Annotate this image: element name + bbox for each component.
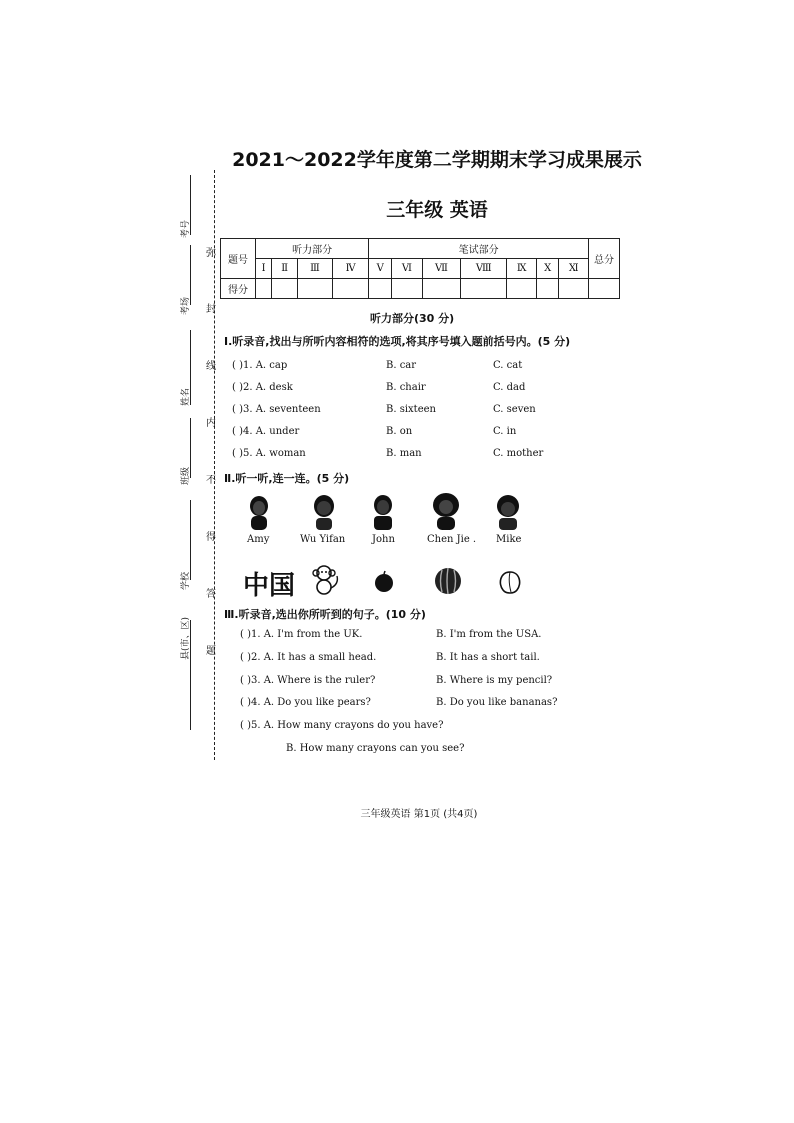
exam-subtitle: 三年级 英语 bbox=[386, 199, 488, 221]
margin-label-class: 班级 bbox=[181, 466, 191, 485]
section1-q1-a: ( )1. A. cap bbox=[232, 360, 288, 371]
score-cell[interactable] bbox=[297, 279, 332, 299]
section3-q3-b: B. Where is my pencil? bbox=[436, 675, 553, 686]
score-cell[interactable] bbox=[392, 279, 423, 299]
score-table-col: Ⅵ bbox=[392, 259, 423, 279]
score-table-col: Ⅶ bbox=[422, 259, 460, 279]
person-name-wu-yifan: Wu Yifan bbox=[300, 534, 346, 545]
girl-avatar-icon bbox=[246, 494, 272, 532]
score-table-col: Ⅸ bbox=[507, 259, 536, 279]
section1-q4-c: C. in bbox=[493, 426, 517, 437]
score-table-col: Ⅺ bbox=[559, 259, 589, 279]
section1-q3-c: C. seven bbox=[493, 404, 536, 415]
china-text: 中国 bbox=[243, 571, 296, 601]
boy-avatar-icon bbox=[370, 494, 396, 532]
section3-q1-a: ( )1. A. I'm from the UK. bbox=[240, 629, 363, 640]
margin-label-county: 县(市、区) bbox=[181, 616, 191, 660]
score-table-col: Ⅹ bbox=[536, 259, 558, 279]
section1-q5-a: ( )5. A. woman bbox=[232, 448, 306, 459]
page-footer: 三年级英语 第1页 (共4页) bbox=[360, 809, 478, 820]
section1-q2-b: B. chair bbox=[386, 382, 426, 393]
score-cell[interactable] bbox=[333, 279, 369, 299]
margin-line bbox=[190, 500, 191, 580]
score-table-total: 总分 bbox=[589, 239, 620, 279]
score-table-listening-header: 听力部分 bbox=[256, 239, 369, 259]
boy-avatar-icon bbox=[311, 494, 337, 532]
person-name-amy: Amy bbox=[247, 534, 270, 545]
score-table-written-header: 笔试部分 bbox=[369, 239, 589, 259]
score-cell[interactable] bbox=[589, 279, 620, 299]
seal-char: 封 bbox=[206, 304, 216, 315]
monkey-icon bbox=[311, 564, 341, 596]
section1-q3-a: ( )3. A. seventeen bbox=[232, 404, 321, 415]
section2-heading: Ⅱ.听一听,连一连。(5 分) bbox=[224, 472, 350, 485]
section3-heading: Ⅲ.听录音,选出你所听到的句子。(10 分) bbox=[224, 608, 426, 621]
section1-q5-c: C. mother bbox=[493, 448, 544, 459]
seal-char: 答 bbox=[206, 589, 216, 600]
section1-q1-c: C. cat bbox=[493, 360, 523, 371]
margin-label-exam-room: 考场 bbox=[181, 296, 191, 315]
score-table-defen: 得分 bbox=[221, 279, 256, 299]
score-cell[interactable] bbox=[272, 279, 298, 299]
score-cell[interactable] bbox=[559, 279, 589, 299]
girl-avatar-icon bbox=[430, 492, 462, 532]
section3-q5-a: ( )5. A. How many crayons do you have? bbox=[240, 720, 444, 731]
section1-q4-a: ( )4. A. under bbox=[232, 426, 300, 437]
score-table-col: Ⅱ bbox=[272, 259, 298, 279]
seal-char: 不 bbox=[206, 475, 216, 486]
margin-label-name: 姓名 bbox=[181, 387, 191, 406]
person-name-mike: Mike bbox=[496, 534, 522, 545]
peach-icon bbox=[495, 566, 525, 596]
section1-q5-b: B. man bbox=[386, 448, 422, 459]
section3-q2-b: B. It has a short tail. bbox=[436, 652, 540, 663]
seal-char: 弥 bbox=[206, 248, 216, 259]
score-table-tihao: 题号 bbox=[221, 239, 256, 279]
section1-q4-b: B. on bbox=[386, 426, 413, 437]
seal-char: 得 bbox=[206, 532, 216, 543]
score-table bbox=[220, 238, 620, 299]
exam-title: 2021～2022学年度第二学期期末学习成果展示 bbox=[232, 149, 642, 171]
section3-q1-b: B. I'm from the USA. bbox=[436, 629, 542, 640]
margin-label-school: 学校 bbox=[181, 571, 191, 590]
listening-title: 听力部分(30 分) bbox=[370, 312, 455, 325]
score-table-col: Ⅰ bbox=[256, 259, 272, 279]
margin-label-exam-number: 考号 bbox=[181, 219, 191, 238]
seal-char: 线 bbox=[206, 361, 216, 372]
section3-q2-a: ( )2. A. It has a small head. bbox=[240, 652, 377, 663]
score-cell[interactable] bbox=[369, 279, 392, 299]
score-cell[interactable] bbox=[536, 279, 558, 299]
score-cell[interactable] bbox=[461, 279, 507, 299]
score-table-col: Ⅳ bbox=[333, 259, 369, 279]
section1-q1-b: B. car bbox=[386, 360, 417, 371]
seal-char: 题 bbox=[206, 646, 216, 657]
person-name-john: John bbox=[372, 534, 395, 545]
section3-q4-a: ( )4. A. Do you like pears? bbox=[240, 697, 371, 708]
score-table-col: Ⅲ bbox=[297, 259, 332, 279]
score-cell[interactable] bbox=[256, 279, 272, 299]
section1-q3-b: B. sixteen bbox=[386, 404, 436, 415]
score-cell[interactable] bbox=[507, 279, 536, 299]
section1-q2-a: ( )2. A. desk bbox=[232, 382, 293, 393]
person-name-chen-jie: Chen Jie . bbox=[427, 534, 477, 545]
section3-q5-b: B. How many crayons can you see? bbox=[286, 743, 465, 754]
seal-char: 内 bbox=[206, 418, 216, 429]
section3-q4-b: B. Do you like bananas? bbox=[436, 697, 558, 708]
watermelon-icon bbox=[433, 566, 463, 596]
section1-heading: Ⅰ.听录音,找出与所听内容相符的选项,将其序号填入题前括号内。(5 分) bbox=[224, 335, 571, 348]
apple-icon bbox=[372, 570, 396, 594]
section1-q2-c: C. dad bbox=[493, 382, 526, 393]
score-table-col: Ⅴ bbox=[369, 259, 392, 279]
boy-avatar-icon bbox=[494, 494, 522, 532]
score-cell[interactable] bbox=[422, 279, 460, 299]
section3-q3-a: ( )3. A. Where is the ruler? bbox=[240, 675, 376, 686]
score-table-col: Ⅷ bbox=[461, 259, 507, 279]
